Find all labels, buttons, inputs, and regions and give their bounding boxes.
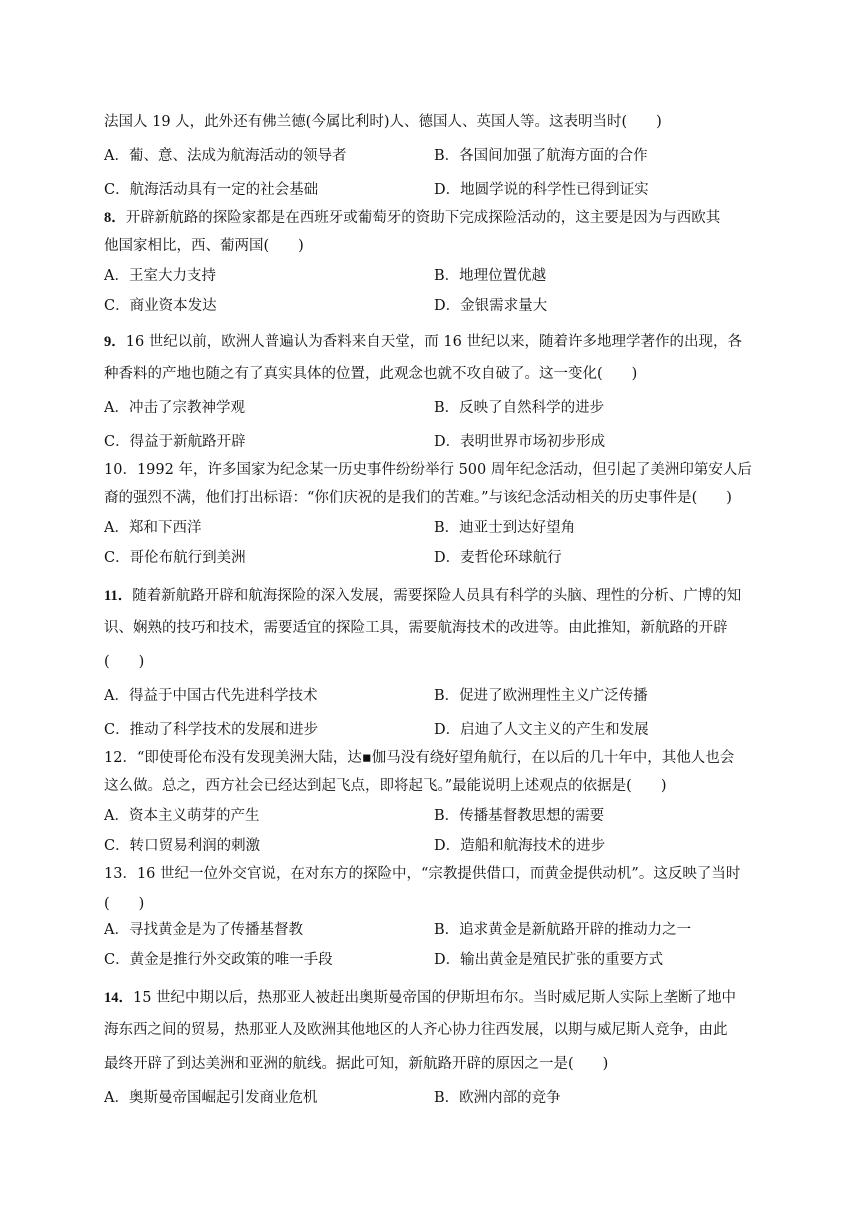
q8-stem-text: 开辟新航路的探险家都是在西班牙或葡萄牙的资助下完成探险活动的，这主要是因为与西欧其 xyxy=(125,210,721,226)
q12-stem-line1 xyxy=(104,748,764,768)
q11-option-c: C．推动了科学技术的发展和进步 xyxy=(104,722,319,738)
q12-option-d: D．造船和航海技术的进步 xyxy=(434,838,606,854)
q8-option-d: D．金银需求量大 xyxy=(434,298,548,314)
q9-stem-line2: 种香料的产地也随之有了真实具体的位置，此观念也就不攻自破了。这一变化( ) xyxy=(104,366,638,382)
q10-stem-line2: 裔的强烈不满，他们打出标语：“你们庆祝的是我们的苦难。”与该纪念活动相关的历史事件是( ) xyxy=(104,490,732,506)
q10-option-d: D．麦哲伦环球航行 xyxy=(434,550,562,566)
q11-option-b: B．促进了欧洲理性主义广泛传播 xyxy=(434,688,648,704)
q9-option-a: A．冲击了宗教神学观 xyxy=(104,400,245,416)
q9-option-d: D．表明世界市场初步形成 xyxy=(434,434,606,450)
q13-number: 13． xyxy=(104,866,137,882)
q10-option-b: B．迪亚士到达好望角 xyxy=(434,520,576,536)
q7-option-a: A．葡、意、法成为航海活动的领导者 xyxy=(104,148,347,164)
q9-option-b: B．反映了自然科学的进步 xyxy=(434,400,605,416)
q13-stem-line1 xyxy=(104,864,764,884)
q14-number: 14． xyxy=(104,990,133,1006)
q11-number: 11． xyxy=(104,588,133,604)
q7-option-b: B．各国间加强了航海方面的合作 xyxy=(434,148,648,164)
q7-option-c: C．航海活动具有一定的社会基础 xyxy=(104,182,319,198)
q11-stem-text: 随着新航路开辟和航海探险的深入发展，需要探险人员具有科学的头脑、理性的分析、广博的知 xyxy=(132,588,742,604)
q12-stem-text: “即使哥伦布没有发现美洲大陆，达▪伽马没有绕好望角航行，在以后的几十年中，其他人也会 xyxy=(136,750,735,766)
q7-stem: 法国人 19 人，此外还有佛兰德(今属比利时)人、德国人、英国人等。这表明当时( ) xyxy=(104,114,662,130)
q9-option-c: C．得益于新航路开辟 xyxy=(104,434,246,450)
q10-stem-text: 1992 年，许多国家为纪念某一历史事件纷纷举行 500 周年纪念活动，但引起了美洲印第安人后 xyxy=(136,462,752,478)
q10-stem-line1 xyxy=(104,460,764,480)
q14-stem-line3: 最终开辟了到达美洲和亚洲的航线。据此可知，新航路开辟的原因之一是( ) xyxy=(104,1056,609,1072)
q14-stem-text: 15 世纪中期以后，热那亚人被赶出奥斯曼帝国的伊斯坦布尔。当时威尼斯人实际上垄断了地中 xyxy=(133,990,737,1006)
q13-stem-line2: ( ) xyxy=(104,896,145,912)
q9-number: 9． xyxy=(104,334,126,350)
q12-number: 12． xyxy=(104,750,137,766)
q12-option-a: A．资本主义萌芽的产生 xyxy=(104,808,260,824)
q11-stem-line3: ( ) xyxy=(104,654,145,670)
q13-stem-text: 16 世纪一位外交官说，在对东方的探险中，“宗教提供借口，而黄金提供动机”。这反映了当时 xyxy=(136,866,741,882)
q14-stem-line2: 海东西之间的贸易，热那亚人及欧洲其他地区的人齐心协力往西发展，以期与威尼斯人竞争，由此 xyxy=(104,1022,728,1038)
q8-option-b: B．地理位置优越 xyxy=(434,268,547,284)
q9-stem-text: 16 世纪以前，欧洲人普遍认为香料来自天堂，而 16 世纪以来，随着许多地理学著作的出现，各 xyxy=(125,334,742,350)
q14-option-b: B．欧洲内部的竞争 xyxy=(434,1090,561,1106)
q12-option-b: B．传播基督教思想的需要 xyxy=(434,808,605,824)
q9-stem-line1 xyxy=(104,332,764,352)
q12-option-c: C．转口贸易利润的刺激 xyxy=(104,838,261,854)
q13-option-c: C．黄金是推行外交政策的唯一手段 xyxy=(104,952,333,968)
q14-stem-line1 xyxy=(104,988,764,1008)
q14-option-a: A．奥斯曼帝国崛起引发商业危机 xyxy=(104,1090,318,1106)
q8-number: 8． xyxy=(104,210,126,226)
q13-option-d: D．输出黄金是殖民扩张的重要方式 xyxy=(434,952,664,968)
q8-option-c: C．商业资本发达 xyxy=(104,298,217,314)
q8-option-a: A．王室大力支持 xyxy=(104,268,216,284)
q13-option-a: A．寻找黄金是为了传播基督教 xyxy=(104,922,303,938)
q13-option-b: B．追求黄金是新航路开辟的推动力之一 xyxy=(434,922,692,938)
q10-option-a: A．郑和下西洋 xyxy=(104,520,202,536)
q11-option-a: A．得益于中国古代先进科学技术 xyxy=(104,688,318,704)
q10-option-c: C．哥伦布航行到美洲 xyxy=(104,550,246,566)
q10-number: 10． xyxy=(104,462,137,478)
q7-option-d: D．地圆学说的科学性已得到证实 xyxy=(434,182,649,198)
q12-stem-line2: 这么做。总之，西方社会已经达到起飞点，即将起飞。”最能说明上述观点的依据是( ) xyxy=(104,778,667,794)
q11-option-d: D．启迪了人文主义的产生和发展 xyxy=(434,722,649,738)
q8-stem-line1 xyxy=(104,208,764,228)
q11-stem-line2: 识、娴熟的技巧和技术，需要适宜的探险工具，需要航海技术的改进等。由此推知，新航路的开辟 xyxy=(104,620,728,636)
q8-stem-line2: 他国家相比，西、葡两国( ) xyxy=(104,238,304,254)
q11-stem-line1 xyxy=(104,586,764,606)
